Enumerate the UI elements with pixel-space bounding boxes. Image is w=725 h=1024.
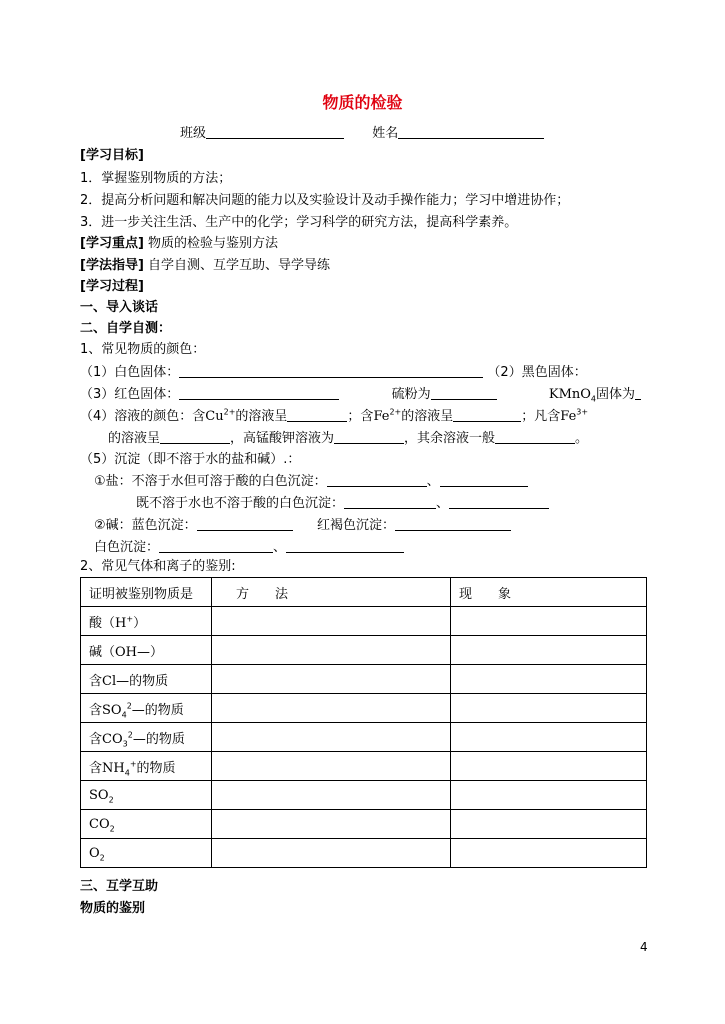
- subsection-heading: 物质的鉴别: [80, 901, 146, 916]
- key-points-heading: [学习重点]: [80, 236, 144, 251]
- table-header: 方 法: [212, 578, 451, 607]
- answer-blank[interactable]: [431, 385, 497, 400]
- solution-label: （4）溶液的颜色：含: [80, 409, 206, 424]
- substance-sub: 3: [122, 739, 128, 749]
- substance-sub: 2: [108, 795, 114, 805]
- objective-item: 2．提高分析问题和解决问题的能力以及实验设计及动手操作能力；学习中增进协作；: [80, 193, 570, 208]
- answer-blank[interactable]: [327, 472, 427, 487]
- white-label: 白色沉淀：: [94, 540, 160, 555]
- separator: 、: [436, 496, 450, 511]
- section-heading: 二、自学自测：: [80, 321, 172, 336]
- table-header: 证明被鉴别物质是: [81, 578, 212, 607]
- substance-sub: 2: [99, 853, 105, 863]
- phenomenon-cell[interactable]: [451, 810, 647, 839]
- charge: 2+: [223, 407, 236, 417]
- table-row: [81, 665, 647, 694]
- table-header: 现 象: [451, 578, 647, 607]
- substance-formula: CO: [102, 731, 123, 747]
- answer-blank[interactable]: [179, 385, 339, 400]
- substance-sub: 4: [121, 710, 127, 720]
- charge: 2+: [389, 407, 402, 417]
- answer-blank[interactable]: [197, 516, 293, 531]
- answer-blank[interactable]: [179, 363, 483, 378]
- answer-blank[interactable]: [334, 429, 404, 444]
- fe2-text: 的溶液呈: [401, 409, 454, 424]
- method-cell[interactable]: [212, 665, 451, 694]
- item-heading: 1、常见物质的颜色：: [80, 342, 206, 357]
- substance-sub: 4: [124, 768, 130, 778]
- kmno4-solution-label: ，高锰酸钾溶液为: [230, 431, 335, 446]
- section-heading: 三、互学互助: [80, 879, 159, 894]
- table-row: [81, 723, 647, 752]
- substance-cell: [81, 839, 212, 868]
- answer-blank[interactable]: [635, 385, 641, 400]
- objective-item: 3．进一步关注生活、生产中的化学；学习科学的研究方法，提高科学素养。: [80, 215, 518, 230]
- salt-line: [94, 472, 528, 491]
- substance-sup: 2: [126, 701, 132, 711]
- process-heading: [学习过程]: [80, 279, 144, 294]
- red-brown-label: 红褐色沉淀：: [316, 518, 395, 533]
- solution-color-line: [80, 407, 588, 426]
- answer-blank[interactable]: [495, 429, 575, 444]
- section-heading: 一、导入谈话: [80, 300, 159, 315]
- table-row: [81, 607, 647, 636]
- phenomenon-cell[interactable]: [451, 781, 647, 810]
- table-row: [81, 839, 647, 868]
- answer-blank[interactable]: [440, 472, 528, 487]
- fe-formula: Fe: [373, 409, 390, 424]
- answer-blank[interactable]: [453, 407, 521, 422]
- phenomenon-cell[interactable]: [451, 694, 647, 723]
- substance-pre: 含: [89, 760, 103, 776]
- objective-item: 1．掌握鉴别物质的方法；: [80, 171, 232, 186]
- method-cell[interactable]: [212, 810, 451, 839]
- key-points-line: [80, 235, 278, 253]
- white-solid-line: [80, 363, 587, 382]
- substance-sup: +: [129, 759, 137, 769]
- table-header-row: [81, 578, 647, 607]
- answer-blank[interactable]: [395, 516, 511, 531]
- substance-cell: [81, 607, 212, 636]
- phenomenon-cell[interactable]: [451, 752, 647, 781]
- substance-cell: [81, 665, 212, 694]
- cu-formula: Cu: [205, 409, 224, 424]
- white-precipitate-line: [94, 538, 404, 557]
- method-cell[interactable]: [212, 781, 451, 810]
- substance-pre: 含: [89, 673, 103, 689]
- base-label: ②碱：蓝色沉淀：: [94, 518, 197, 533]
- answer-blank[interactable]: [344, 494, 436, 509]
- charge: 3+: [576, 407, 589, 417]
- substance-formula: Cl: [102, 673, 117, 689]
- substance-pre: 酸（: [89, 615, 116, 631]
- fe-formula: Fe: [560, 409, 577, 424]
- class-blank[interactable]: [206, 124, 344, 139]
- answer-blank[interactable]: [160, 429, 230, 444]
- other-solution-label: ，其余溶液一般: [404, 431, 496, 446]
- substance-formula: O: [89, 845, 100, 861]
- substance-formula: OH: [115, 644, 138, 660]
- page-title: 物质的检验: [322, 93, 403, 112]
- substance-cell: [81, 810, 212, 839]
- red-solid-label: （3）红色固体：: [80, 387, 180, 402]
- method-cell[interactable]: [212, 636, 451, 665]
- method-heading: [学法指导]: [80, 258, 144, 273]
- method-line: [80, 257, 330, 275]
- substance-post: —的物质: [132, 731, 185, 747]
- phenomenon-cell[interactable]: [451, 839, 647, 868]
- method-cell[interactable]: [212, 607, 451, 636]
- substance-sup: +: [126, 614, 134, 624]
- black-solid-label: （2）黑色固体：: [487, 365, 587, 380]
- table-row: [81, 636, 647, 665]
- sulfur-label: 硫粉为: [391, 387, 431, 402]
- table-row: [81, 752, 647, 781]
- substance-post: 的物质: [136, 760, 176, 776]
- method-cell[interactable]: [212, 694, 451, 723]
- substance-sub: 2: [109, 824, 115, 834]
- substance-cell: [81, 781, 212, 810]
- page-number: 4: [640, 940, 648, 954]
- kmno4-label: 固体为: [596, 387, 636, 402]
- substance-formula: NH: [102, 760, 125, 776]
- substance-cell: [81, 752, 212, 781]
- identification-table: [80, 577, 647, 868]
- class-label: 班级: [180, 126, 207, 141]
- phenomenon-cell[interactable]: [451, 665, 647, 694]
- kmno4-formula: KMnO: [548, 387, 591, 402]
- substance-cell: [81, 723, 212, 752]
- substance-sup: 2: [127, 730, 133, 740]
- solution-color-line-2: [108, 429, 588, 448]
- method-cell[interactable]: [212, 839, 451, 868]
- answer-blank[interactable]: [287, 407, 347, 422]
- text: 。: [575, 431, 589, 446]
- phenomenon-cell[interactable]: [451, 723, 647, 752]
- text: ；凡含: [521, 409, 561, 424]
- answer-blank[interactable]: [449, 494, 549, 509]
- substance-post: —的物质: [131, 702, 184, 718]
- table-row: [81, 781, 647, 810]
- substance-cell: [81, 694, 212, 723]
- phenomenon-cell[interactable]: [451, 636, 647, 665]
- table-row: [81, 694, 647, 723]
- substance-formula: CO: [89, 816, 110, 832]
- substance-formula: SO: [89, 787, 109, 803]
- precipitate-heading: （5）沉淀（即不溶于水的盐和碱）.：: [80, 452, 301, 467]
- substance-formula: H: [115, 615, 127, 631]
- method-text: 自学自测、互学互助、导学导练: [148, 258, 331, 273]
- substance-post: —）: [137, 644, 164, 660]
- separator: 、: [273, 540, 287, 555]
- text: ；含: [347, 409, 374, 424]
- name-label: 姓名: [372, 126, 399, 141]
- base-line: [94, 516, 511, 535]
- answer-blank[interactable]: [159, 538, 273, 553]
- substance-post: ）: [133, 615, 147, 631]
- salt-line-2: [136, 494, 549, 513]
- student-info-line: [180, 124, 544, 143]
- red-solid-line: [80, 385, 641, 404]
- substance-pre: 含: [89, 702, 103, 718]
- key-points-text: 物质的检验与鉴别方法: [148, 236, 279, 251]
- salt2-label: 既不溶于水也不溶于酸的白色沉淀：: [136, 496, 345, 511]
- separator: 、: [426, 474, 440, 489]
- cu-text: 的溶液呈: [235, 409, 288, 424]
- name-blank[interactable]: [398, 124, 544, 139]
- substance-formula: SO: [102, 702, 122, 718]
- method-cell[interactable]: [212, 752, 451, 781]
- white-solid-label: （1）白色固体：: [80, 365, 180, 380]
- item-heading: 2、常见气体和离子的鉴别:: [80, 559, 236, 574]
- substance-pre: 含: [89, 731, 103, 747]
- phenomenon-cell[interactable]: [451, 607, 647, 636]
- table-row: [81, 810, 647, 839]
- substance-cell: [81, 636, 212, 665]
- salt-label: ①盐：不溶于水但可溶于酸的白色沉淀：: [94, 474, 327, 489]
- substance-pre: 碱（: [89, 644, 116, 660]
- substance-post: —的物质: [116, 673, 169, 689]
- fe3-text: 的溶液呈: [108, 431, 161, 446]
- objectives-heading: [学习目标]: [80, 148, 144, 163]
- subscript: 4: [590, 394, 597, 404]
- method-cell[interactable]: [212, 723, 451, 752]
- answer-blank[interactable]: [286, 538, 404, 553]
